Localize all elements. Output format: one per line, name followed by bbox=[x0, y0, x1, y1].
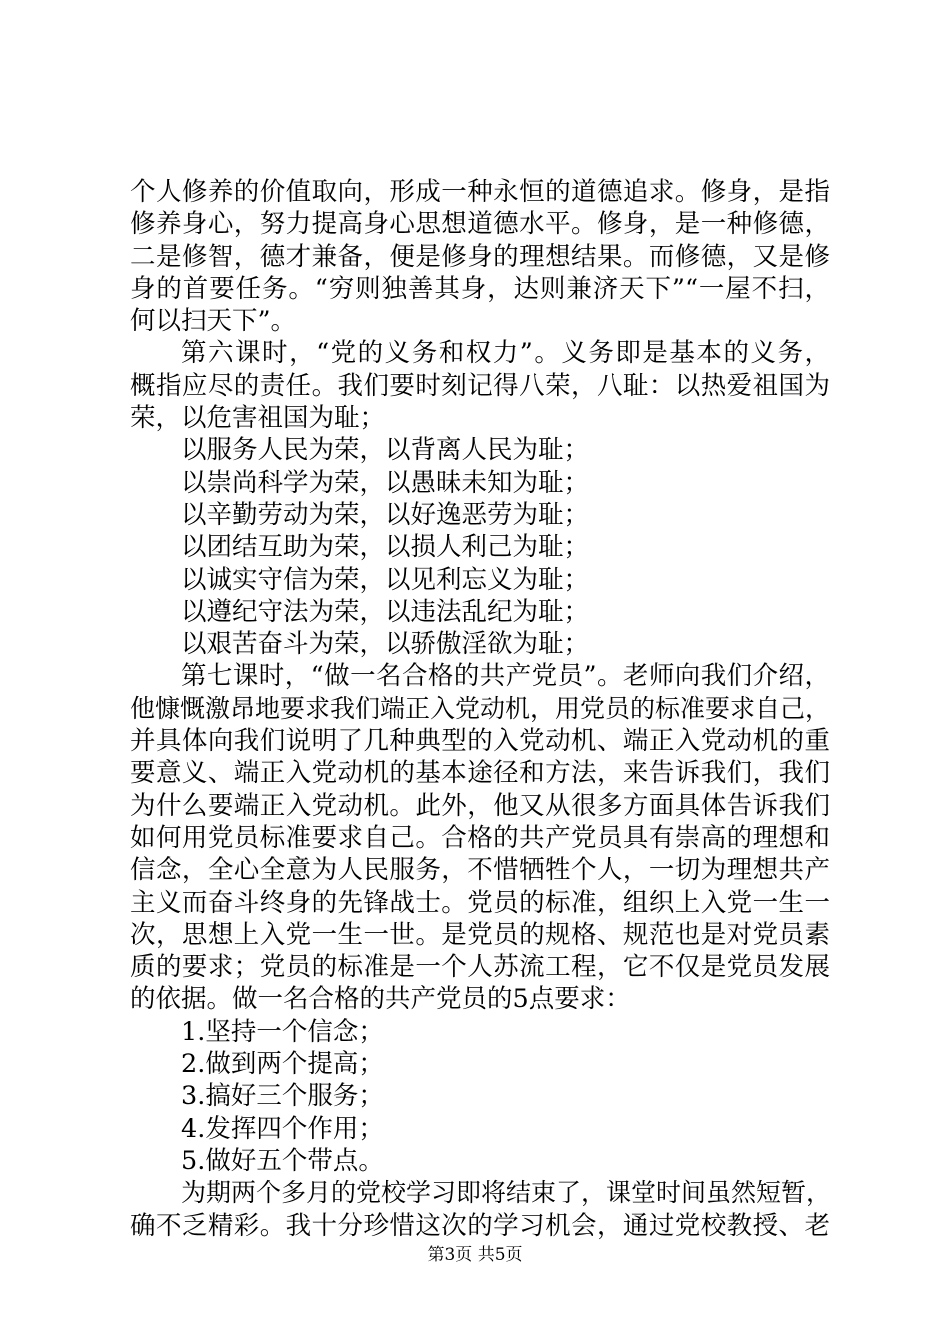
document-body bbox=[130, 176, 830, 1242]
page-footer bbox=[0, 1244, 950, 1266]
text-line: 个人修养的价值取向，形成一种永恒的道德追求。修身，是指 bbox=[130, 177, 830, 207]
text-line: 信念，全心全意为人民服务，不惜牺牲个人，一切为理想共产 bbox=[130, 855, 830, 886]
text-line: 身的首要任务。“穷则独善其身，达则兼济天下”“一屋不扫， bbox=[130, 273, 830, 304]
text-line: 以团结互助为荣，以损人利己为耻； bbox=[181, 532, 590, 563]
text-line: 1.坚持一个信念； bbox=[181, 1016, 384, 1047]
text-line: 3.搞好三个服务； bbox=[181, 1081, 384, 1112]
text-line: 5.做好五个带点。 bbox=[181, 1145, 384, 1176]
text-line: 的依据。做一名合格的共产党员的5点要求： bbox=[130, 984, 631, 1015]
text-line: 以辛勤劳动为荣，以好逸恶劳为耻； bbox=[181, 499, 590, 530]
text-line: 以崇尚科学为荣，以愚昧未知为耻； bbox=[181, 467, 590, 498]
text-line: 以遵纪守法为荣，以违法乱纪为耻； bbox=[181, 596, 590, 627]
text-line: 荣，以危害祖国为耻； bbox=[130, 403, 386, 434]
page-number-label: 第3页 共5页 bbox=[427, 1245, 523, 1265]
text-line: 为什么要端正入党动机。此外，他又从很多方面具体告诉我们 bbox=[130, 790, 830, 821]
text-line: 第七课时，“做一名合格的共产党员”。老师向我们介绍， bbox=[181, 661, 830, 692]
text-line: 质的要求；党员的标准是一个人苏流工程，它不仅是党员发展 bbox=[130, 952, 830, 983]
text-line: 主义而奋斗终身的先锋战士。党员的标准，组织上入党一生一 bbox=[130, 887, 830, 918]
text-line: 何以扫天下”。 bbox=[130, 306, 297, 337]
text-line: 第六课时，“党的义务和权力”。义务即是基本的义务， bbox=[181, 338, 830, 369]
text-line: 以艰苦奋斗为荣，以骄傲淫欲为耻； bbox=[181, 629, 590, 660]
text-line: 概指应尽的责任。我们要时刻记得八荣，八耻：以热爱祖国为 bbox=[130, 370, 830, 401]
text-line: 为期两个多月的党校学习即将结束了，课堂时间虽然短暂， bbox=[181, 1178, 832, 1208]
text-line: 如何用党员标准要求自己。合格的共产党员具有崇高的理想和 bbox=[130, 822, 830, 853]
text-line: 他慷慨激昂地要求我们端正入党动机，用党员的标准要求自己， bbox=[130, 693, 831, 723]
text-line: 确不乏精彩。我十分珍惜这次的学习机会，通过党校教授、老 bbox=[130, 1210, 830, 1241]
text-line: 2.做到两个提高； bbox=[181, 1049, 384, 1080]
text-line: 修养身心，努力提高身心思想道德水平。修身，是一种修德， bbox=[130, 209, 830, 240]
text-line: 并具体向我们说明了几种典型的入党动机、端正入党动机的重 bbox=[130, 726, 830, 757]
text-line: 要意义、端正入党动机的基本途径和方法，来告诉我们，我们 bbox=[130, 758, 830, 789]
text-line: 以诚实守信为荣，以见利忘义为耻； bbox=[181, 564, 590, 595]
text-line: 以服务人民为荣，以背离人民为耻； bbox=[181, 435, 590, 466]
text-line: 4.发挥四个作用； bbox=[181, 1113, 384, 1144]
text-line: 二是修智，德才兼备，便是修身的理想结果。而修德，又是修 bbox=[130, 241, 830, 272]
text-line: 次，思想上入党一生一世。是党员的规格、规范也是对党员素 bbox=[130, 919, 830, 950]
